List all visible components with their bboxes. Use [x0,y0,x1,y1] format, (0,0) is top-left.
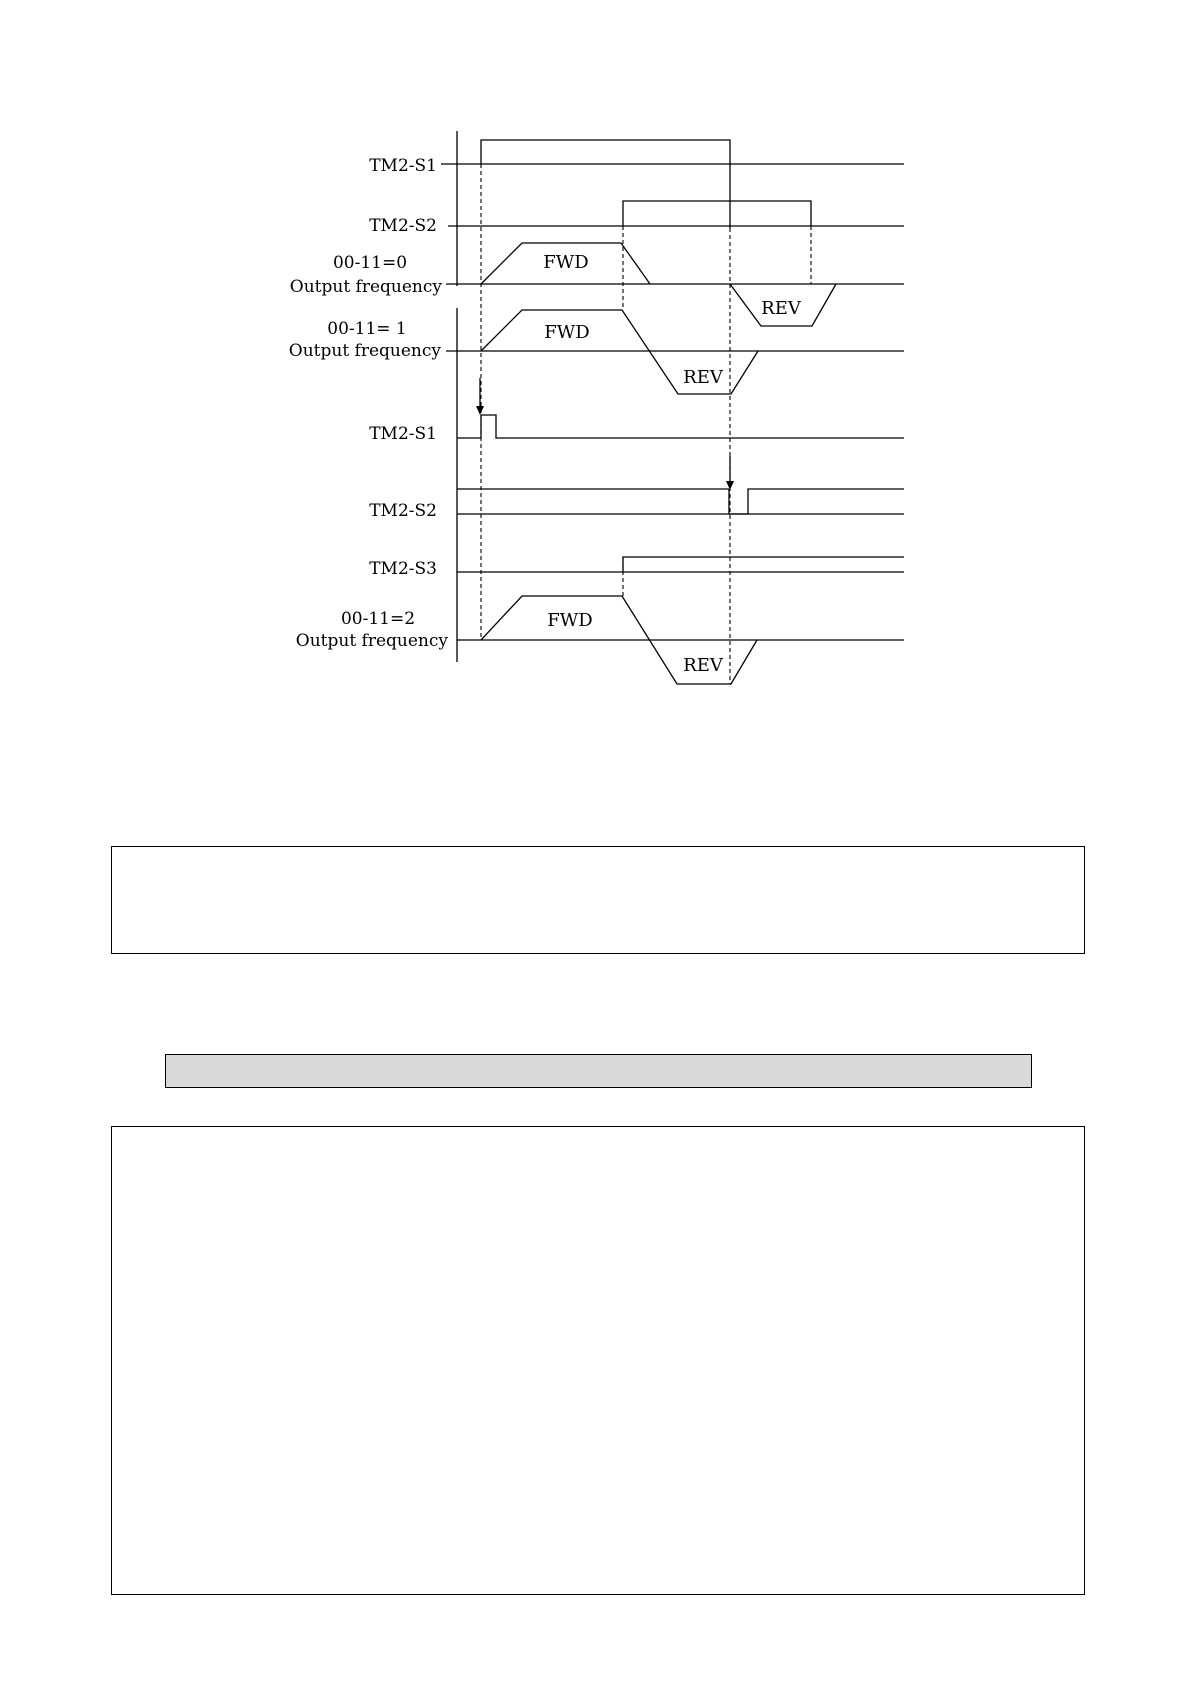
section-title-bar [165,1054,1032,1088]
label-mode1-param: 00-11= 1 [327,319,407,339]
s3-pulse [623,557,904,572]
timing-diagram [0,0,1190,700]
label-s1-top: TM2-S1 [369,156,437,176]
label-s2-top: TM2-S2 [369,216,437,236]
label-s2-bottom: TM2-S2 [369,501,437,521]
label-s3-bottom: TM2-S3 [369,559,437,579]
content-box [111,1126,1085,1595]
s2-bottom-notch [729,489,904,514]
mode2-rev-label: REV [683,655,723,676]
mode1-fwd-label: FWD [544,322,590,343]
label-mode2-param: 00-11=2 [340,609,416,629]
s1-top-pulse [481,140,730,228]
label-mode0-output: Output frequency [289,277,442,297]
s1-bottom-signal [457,415,904,438]
mode0-fwd-label: FWD [543,252,589,273]
mode2-fwd-label: FWD [547,610,593,631]
note-box [111,846,1085,954]
label-mode1-output: Output frequency [288,341,441,361]
label-mode0-param: 00-11=0 [332,253,408,273]
s2-top-pulse [623,201,811,226]
label-s1-bottom: TM2-S1 [369,424,437,444]
mode1-rev-label: REV [683,367,723,388]
label-mode2-output: Output frequency [295,631,448,651]
s1-trigger-arrow-head [476,406,484,415]
mode0-rev-label: REV [761,298,801,319]
